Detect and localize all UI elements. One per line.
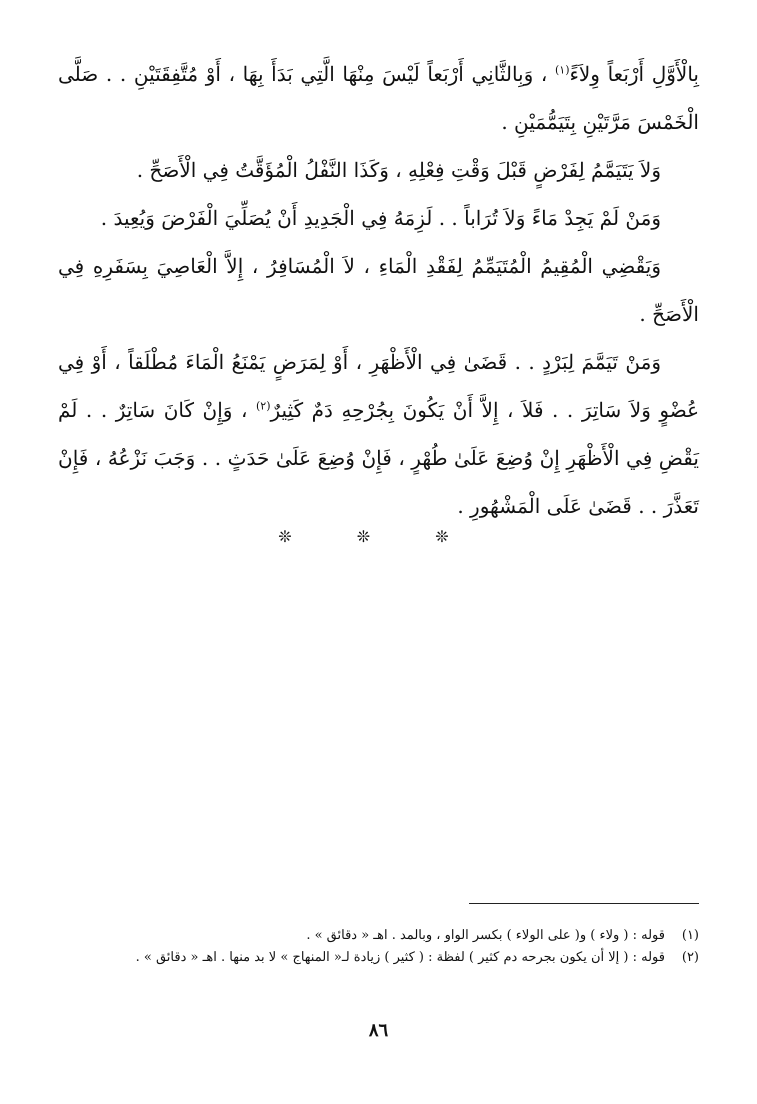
- footnote-divider: [469, 903, 699, 904]
- footnote-text: قوله : ( ولاء ) و( على الولاء ) بكسر الواو ، وبالمد . اهـ « دقائق » .: [306, 928, 665, 943]
- paragraph-1: [58, 50, 699, 146]
- section-separator: ❊ ❊ ❊: [278, 527, 479, 546]
- footnote-text: قوله : ( إلا أن يكون بجرحه دم كثير ) لفظة : ( كثير ) زيادة لـ« المنهاج » لا بد منها . اهـ « دقائق » .: [135, 950, 665, 965]
- main-text: [58, 50, 699, 530]
- page-number: ٨٦: [368, 1020, 389, 1041]
- footnote-marker-2[interactable]: (٢): [255, 399, 271, 413]
- footnote-number: (٢): [681, 950, 699, 965]
- paragraph-1-part-1: بِالْأَوَّلِ أَرْبَعاً وِلاَءً: [569, 62, 699, 86]
- paragraph-4: وَيَقْضِي الْمُقِيمُ الْمُتَيَمِّمُ لِفَقْدِ الْمَاءِ ، لاَ الْمُسَافِرُ ، إِلاَّ الْعَاصِيَ بِسَفَرِهِ فِي الْأَصَحِّ .: [58, 254, 699, 326]
- paragraph-5: [58, 338, 699, 530]
- footnote-marker-1[interactable]: (١): [554, 63, 570, 77]
- footnote-2: [58, 947, 699, 969]
- paragraph-3: وَمَنْ لَمْ يَجِدْ مَاءً وَلاَ تُرَاباً . . لَزِمَهُ فِي الْجَدِيدِ أَنْ يُصَلِّيَ الْفَرْضَ وَيُعِيدَ .: [100, 206, 661, 230]
- footnote-number: (١): [681, 928, 699, 943]
- footnotes: [58, 925, 699, 969]
- paragraph-2: وَلاَ يَتَيَمَّمُ لِفَرْضٍ قَبْلَ وَقْتِ فِعْلِهِ ، وَكَذَا النَّفْلُ الْمُؤَقَّتُ فِي الْأَصَحِّ .: [136, 158, 661, 182]
- paragraph-1-part-2: ، وَبِالثَّانِي أَرْبَعاً لَيْسَ مِنْهَا الَّتِي بَدَأَ بِهَا ، أَوْ مُتَّفِقَتَيْنِ . . صَلَّى الْخَمْسَ مَرَّتَيْنِ بِتَيَمُّمَيْنِ .: [58, 62, 699, 134]
- paragraph-5-part-1: وَمَنْ تَيَمَّمَ لِبَرْدٍ . . قَضَىٰ فِي الْأَظْهَرِ ، أَوْ لِمَرَضٍ يَمْنَعُ الْمَاءَ مُطْلَقاً ، أَوْ فِي عُضْوٍ وَلاَ سَاتِرَ . . فَلاَ ، إِلاَّ أَنْ يَكُونَ بِجُرْحِهِ دَمٌ كَثِيرٌ: [58, 350, 700, 422]
- paragraph-5-part-2: ، وَإِنْ كَانَ سَاتِرٌ . . لَمْ يَقْضِ فِي الْأَظْهَرِ إِنْ وُضِعَ عَلَىٰ طُهْرٍ ، فَإِنْ وُضِعَ عَلَىٰ حَدَثٍ . . وَجَبَ نَزْعُهُ ، فَإِنْ تَعَذَّرَ . . قَضَىٰ عَلَى الْمَشْهُورِ .: [58, 398, 699, 518]
- footnote-1: [58, 925, 699, 947]
